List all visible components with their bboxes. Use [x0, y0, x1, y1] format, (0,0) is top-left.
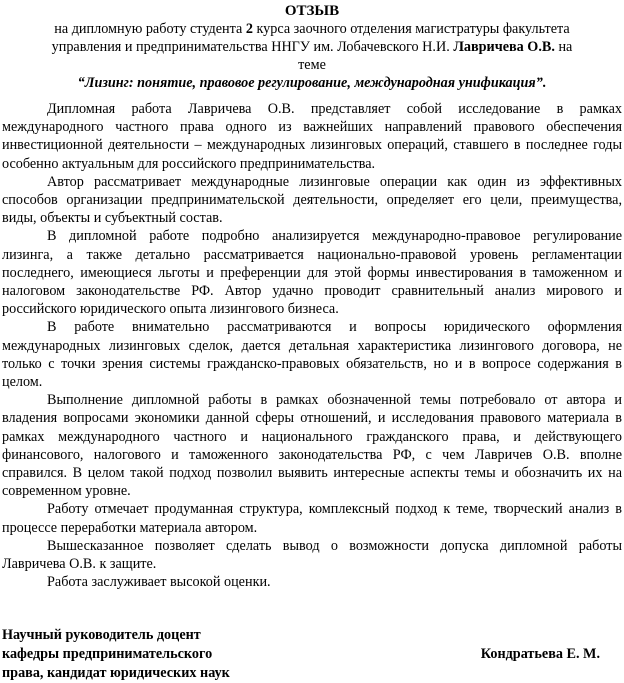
- header-line-2: [0, 38, 624, 56]
- student-name: Лавричева О.В.: [453, 39, 555, 55]
- thesis-topic: “Лизинг: понятие, правовое регулирование, международная унификация”.: [77, 75, 547, 91]
- paragraph: Дипломная работа Лавричева О.В. представляет собой исследование в рамках международного частного права одного из важнейших направлений правового обеспечения инвестиционной деятельности – международных лизинговых операций, ставшего в последнее годы особенно актуальным для российского предпринимательства.: [2, 101, 622, 172]
- paragraph: Автор рассматривает международные лизинговые операции как один из эффективных способов организации предпринимательской деятельности, определяет его цели, преимущества, виды, объекты и субъектный состав.: [2, 173, 622, 227]
- header-line-1: [0, 20, 624, 38]
- course-number: 2: [245, 21, 253, 37]
- supervisor-name: Кондратьева Е. М.: [480, 646, 600, 662]
- document-title: ОТЗЫВ: [284, 3, 340, 19]
- paragraph: Работу отмечает продуманная структура, комплексный подход к теме, творческий анализ в процессе переработки материала автором.: [2, 501, 622, 536]
- header-line-1-text: на дипломную работу студента: [54, 21, 243, 37]
- header-line-1-rest: курса заочного отделения магистратуры факультета: [256, 21, 570, 37]
- paragraph: Вышесказанное позволяет сделать вывод о возможности допуска дипломной работы Лавричева О.В. к защите.: [2, 537, 622, 573]
- signature-line-1: Научный руководитель доцент: [2, 627, 201, 643]
- paragraph: В дипломной работе подробно анализируется международно-правовое регулирование лизинга, а также детально рассматривается национально-правовой уровень регламентации последнего, имеющиеся льготы и преференции для этой формы инвестирования в таможенном и налоговом законодательстве РФ. Автор удачно проводит сравнительный анализ мирового и российского юридического опыта лизингового бизнеса.: [2, 228, 622, 318]
- document-header: [0, 2, 624, 92]
- paragraph: Работа заслуживает высокой оценки.: [47, 574, 271, 591]
- header-line-2-text: управления и предпринимательства ННГУ им. Лобачевского Н.И.: [51, 39, 450, 55]
- paragraph: В работе внимательно рассматриваются и вопросы юридического оформления международных лизинговых сделок, дается детальная характеристика лизингового договора, не только с точки зрения системы гражданско-правовых обязательств, но и в вопросе содержания в целом.: [2, 319, 622, 391]
- signature-line-2: кафедры предпринимательского: [2, 646, 213, 662]
- signature-block: [2, 626, 622, 683]
- signature-line-3: права, кандидат юридических наук: [2, 665, 230, 681]
- paragraph: Выполнение дипломной работы в рамках обозначенной темы потребовало от автора и владения вопросами экономики данной сферы отношений, и исследования правового материала в рамках международного частного и национального гражданского права, и действующего финансового, налогового и таможенного законодательства РФ, с чем Лавричев О.В. вполне справился. В целом такой подход позволил выявить интересные аспекты темы и обозначить их на современном уровне.: [2, 392, 622, 500]
- header-line-2-rest: на: [558, 39, 573, 55]
- header-line-3: теме: [298, 57, 326, 73]
- review-body: [2, 100, 622, 591]
